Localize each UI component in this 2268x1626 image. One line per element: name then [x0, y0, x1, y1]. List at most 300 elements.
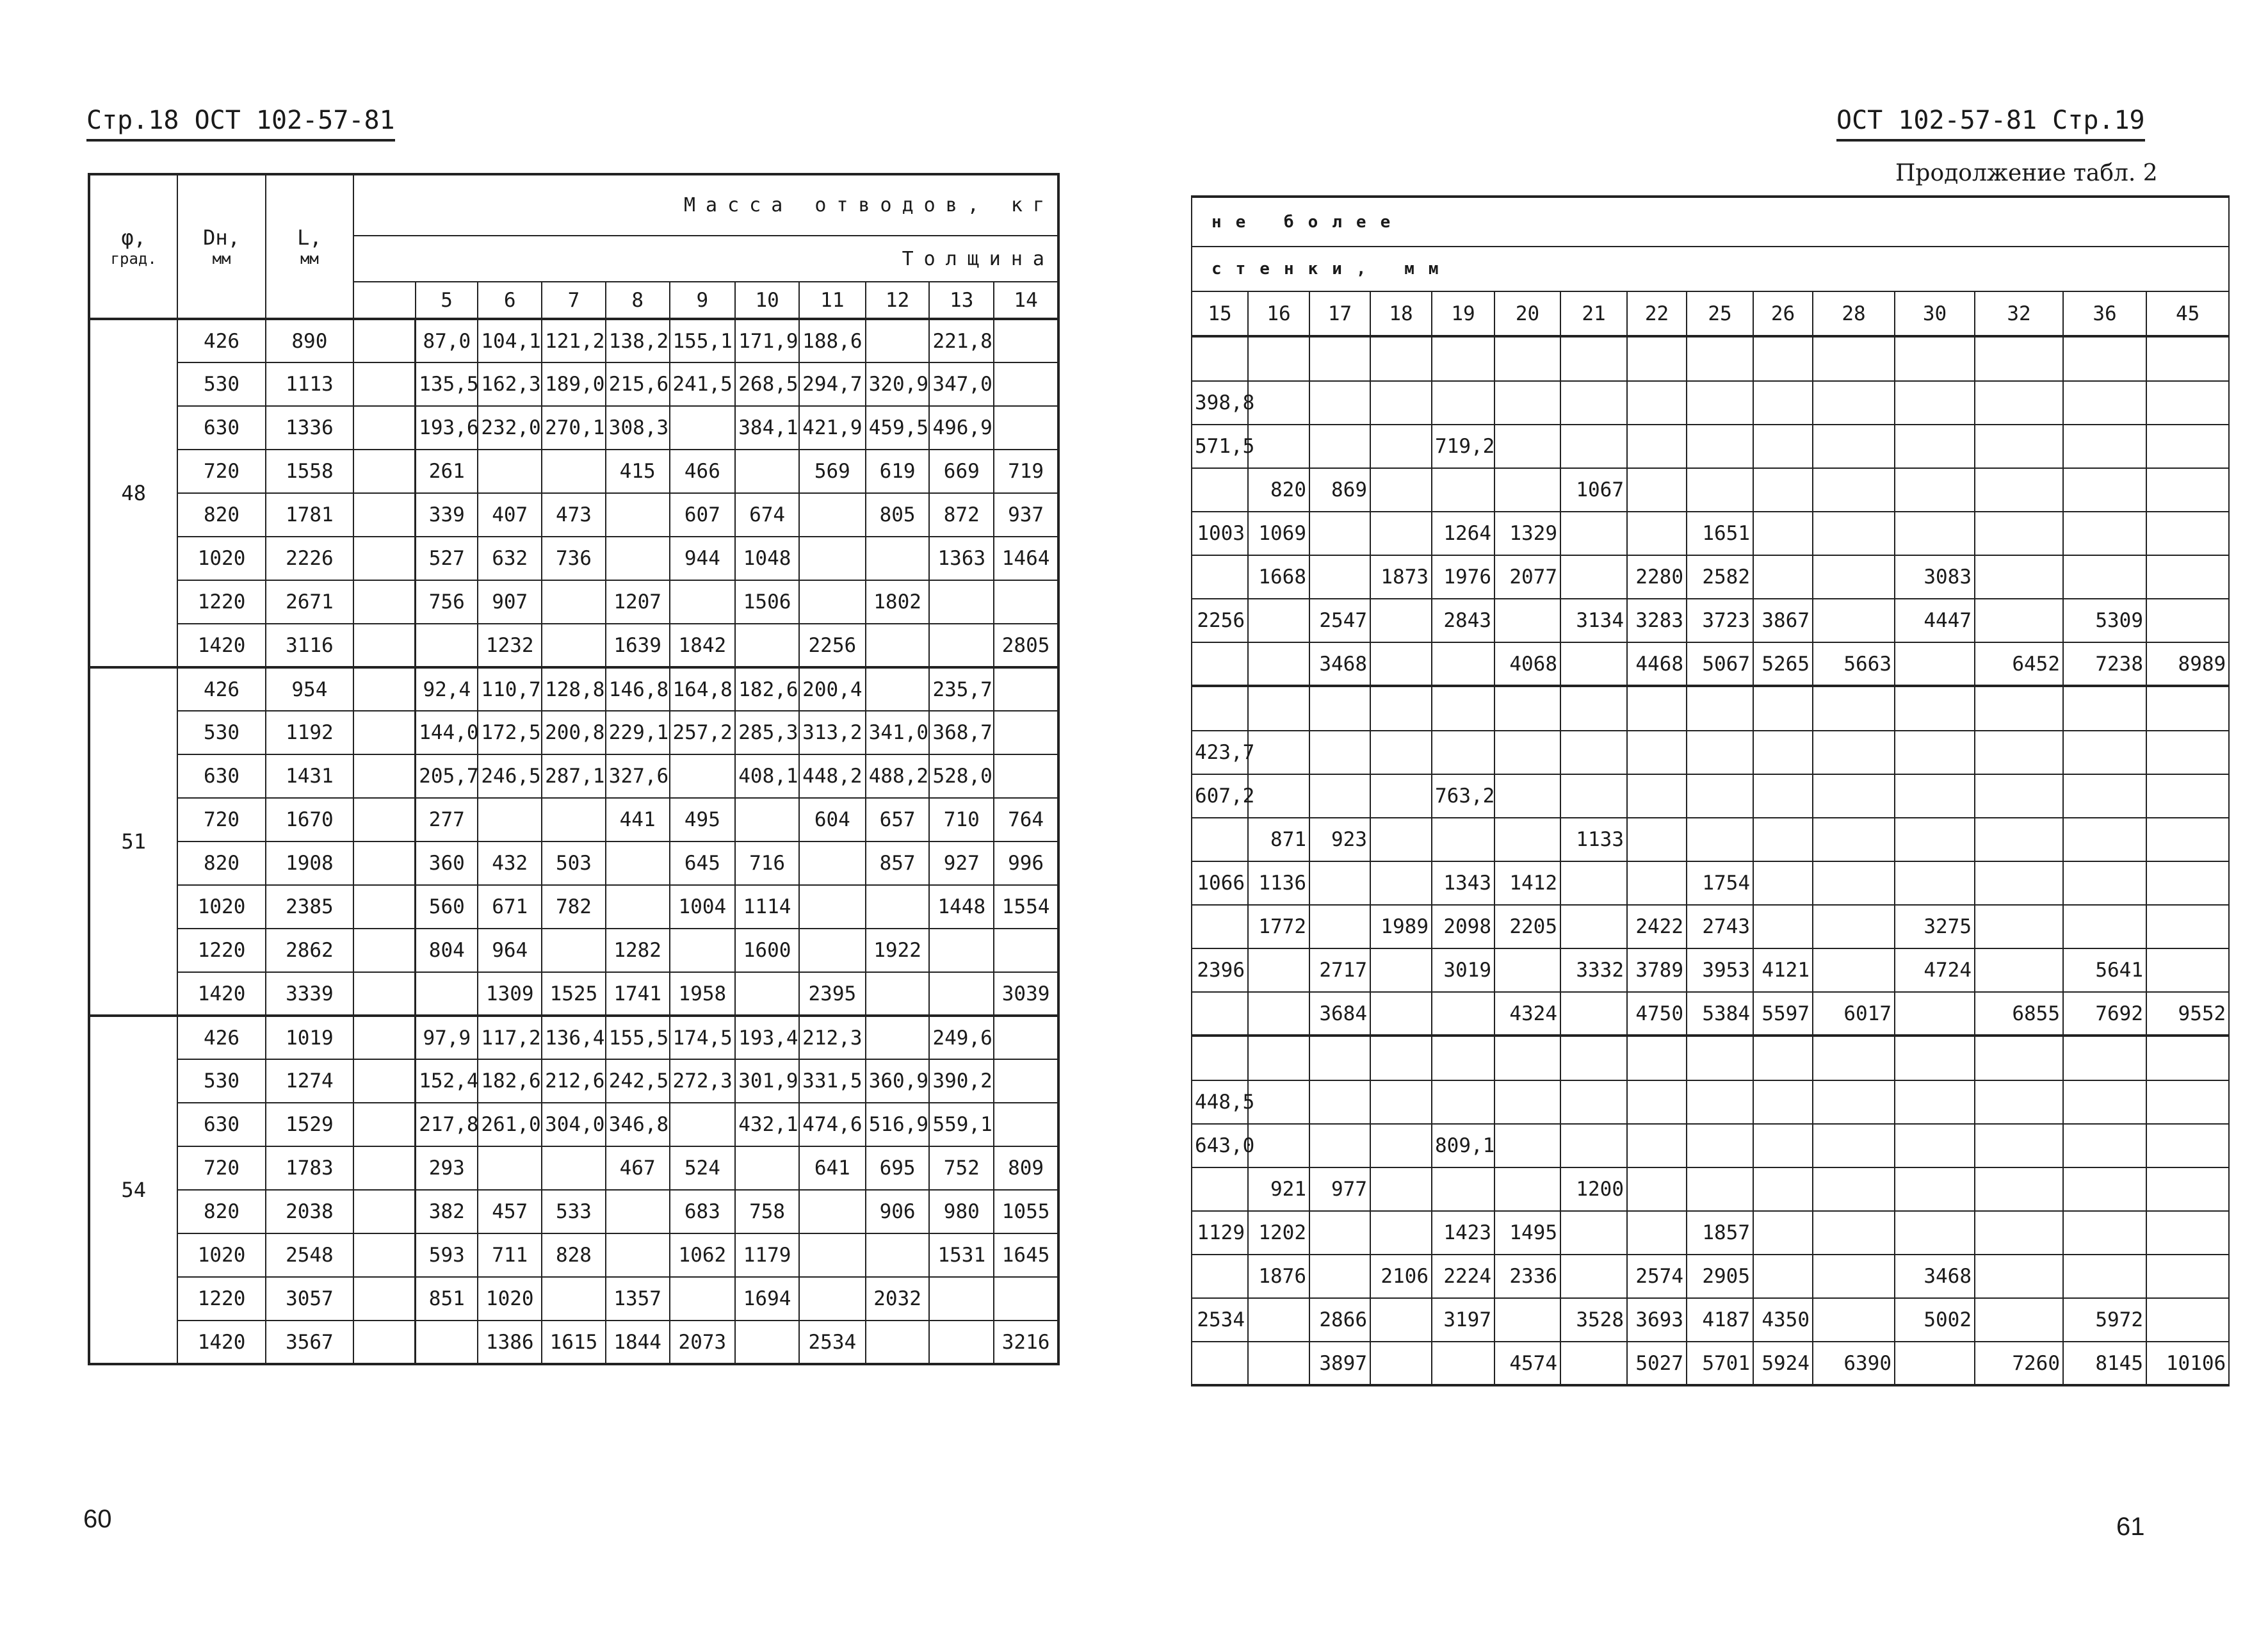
mass-cell: [1370, 512, 1432, 555]
mass-cell: [1248, 948, 1309, 992]
mass-cell: [2146, 555, 2229, 599]
mass-cell: [1560, 1080, 1627, 1124]
mass-cell: [1753, 818, 1813, 861]
mass-cell: 528,0: [929, 754, 994, 798]
mass-cell: 294,7: [799, 362, 866, 406]
mass-cell: 2717: [1309, 948, 1370, 992]
mass-cell: [994, 667, 1058, 711]
mass-cell: [1494, 774, 1560, 818]
l-value: 3057: [266, 1277, 353, 1321]
mass-cell: 1048: [735, 537, 799, 580]
right-page-header: ОСТ 102-57-81 Стр.19: [1836, 106, 2145, 142]
mass-cell: [1370, 818, 1432, 861]
mass-cell: [1494, 336, 1560, 381]
mass-cell: 415: [606, 450, 670, 493]
mass-cell: [1895, 774, 1975, 818]
mass-cell: 809,1: [1432, 1124, 1494, 1167]
mass-cell: 189,0: [542, 362, 606, 406]
mass-cell: 110,7: [478, 667, 542, 711]
mass-cell: 128,8: [542, 667, 606, 711]
mass-cell: 1741: [606, 972, 670, 1016]
mass-cell: [1494, 1080, 1560, 1124]
mass-cell: 4724: [1895, 948, 1975, 992]
mass-cell: [1192, 1255, 1248, 1298]
mass-cell: 261: [416, 450, 478, 493]
l-value: 3339: [266, 972, 353, 1016]
mass-cell: [1813, 1036, 1895, 1080]
mass-cell: 242,5: [606, 1059, 670, 1103]
mass-cell: [1813, 948, 1895, 992]
mass-cell: 1423: [1432, 1211, 1494, 1255]
table-row: [89, 319, 1058, 362]
mass-cell: 3216: [994, 1321, 1058, 1364]
mass-cell: [1753, 381, 1813, 425]
spacer-cell: [353, 798, 416, 841]
mass-cell: 1386: [478, 1321, 542, 1364]
mass-cell: [1432, 1167, 1494, 1211]
mass-cell: [1975, 1080, 2063, 1124]
mass-cell: [1753, 512, 1813, 555]
mass-cell: [1813, 381, 1895, 425]
mass-cell: 764: [994, 798, 1058, 841]
table-row: [1192, 686, 2229, 731]
mass-cell: 921: [1248, 1167, 1309, 1211]
mass-cell: [994, 362, 1058, 406]
dn-unit: мм: [212, 250, 231, 268]
mass-cell: [1494, 599, 1560, 642]
mass-table-left: [88, 173, 1060, 1365]
mass-cell: [542, 624, 606, 667]
mass-cell: 144,0: [416, 711, 478, 754]
mass-cell: 221,8: [929, 319, 994, 362]
mass-cell: 155,5: [606, 1016, 670, 1059]
mass-cell: 977: [1309, 1167, 1370, 1211]
dn-value: 426: [177, 667, 265, 711]
mass-cell: [1370, 642, 1432, 686]
mass-cell: 2032: [866, 1277, 930, 1321]
mass-cell: [799, 493, 866, 537]
mass-cell: [1432, 381, 1494, 425]
thickness-col-19: 19: [1432, 291, 1494, 336]
mass-cell: [1432, 818, 1494, 861]
mass-cell: [929, 1277, 994, 1321]
spacer-cell: [353, 711, 416, 754]
mass-cell: [1309, 1211, 1370, 1255]
mass-cell: 711: [478, 1233, 542, 1277]
phi-unit: град.: [110, 250, 157, 268]
table-row: [1192, 1298, 2229, 1342]
l-value: 1670: [266, 798, 353, 841]
mass-cell: 257,2: [670, 711, 736, 754]
l-value: 1431: [266, 754, 353, 798]
mass-cell: [1192, 905, 1248, 948]
mass-cell: [1560, 861, 1627, 905]
mass-cell: 3468: [1895, 1255, 1975, 1298]
mass-cell: [1370, 1124, 1432, 1167]
mass-cell: [1309, 1080, 1370, 1124]
mass-cell: [1370, 1167, 1432, 1211]
mass-cell: 200,4: [799, 667, 866, 711]
thickness-col-30: 30: [1895, 291, 1975, 336]
dn-value: 426: [177, 319, 265, 362]
mass-cell: 205,7: [416, 754, 478, 798]
table-row: [1192, 992, 2229, 1036]
mass-cell: 533: [542, 1190, 606, 1233]
mass-cell: [2063, 1255, 2146, 1298]
spacer-cell: [353, 1016, 416, 1059]
mass-cell: [1248, 1036, 1309, 1080]
mass-cell: 2534: [1192, 1298, 1248, 1342]
mass-cell: 683: [670, 1190, 736, 1233]
mass-cell: [542, 1277, 606, 1321]
mass-cell: 182,6: [735, 667, 799, 711]
mass-cell: 2256: [799, 624, 866, 667]
mass-cell: [1432, 731, 1494, 774]
dn-label: Dн,: [203, 225, 240, 250]
mass-cell: [1370, 1211, 1432, 1255]
mass-cell: 4350: [1753, 1298, 1813, 1342]
mass-cell: [1687, 1167, 1753, 1211]
mass-cell: [1627, 512, 1687, 555]
mass-cell: 174,5: [670, 1016, 736, 1059]
mass-cell: 3953: [1687, 948, 1753, 992]
dn-value: 820: [177, 493, 265, 537]
mass-cell: 172,5: [478, 711, 542, 754]
mass-cell: [1813, 512, 1895, 555]
mass-cell: [1370, 468, 1432, 512]
mass-cell: 421,9: [799, 406, 866, 450]
mass-cell: 5663: [1813, 642, 1895, 686]
continuation-label: Продолжение табл. 2: [1895, 160, 2158, 186]
mass-cell: 432: [478, 841, 542, 885]
mass-cell: 2805: [994, 624, 1058, 667]
mass-cell: [1813, 425, 1895, 468]
mass-cell: 327,6: [606, 754, 670, 798]
table-row: [89, 667, 1058, 711]
mass-cell: 229,1: [606, 711, 670, 754]
table-row: [89, 1321, 1058, 1364]
mass-cell: [2063, 905, 2146, 948]
mass-cell: [1560, 1036, 1627, 1080]
mass-cell: 346,8: [606, 1103, 670, 1146]
mass-cell: [1192, 686, 1248, 731]
mass-cell: 212,6: [542, 1059, 606, 1103]
mass-cell: [1627, 1080, 1687, 1124]
thickness-col-5: 5: [416, 282, 478, 319]
table-row: [1192, 555, 2229, 599]
mass-cell: [2063, 425, 2146, 468]
mass-cell: 249,6: [929, 1016, 994, 1059]
mass-cell: 1066: [1192, 861, 1248, 905]
mass-cell: 1129: [1192, 1211, 1248, 1255]
mass-cell: 524: [670, 1146, 736, 1190]
table-row: [89, 1059, 1058, 1103]
mass-cell: [1309, 555, 1370, 599]
mass-cell: [670, 1277, 736, 1321]
l-label: L,: [297, 225, 322, 250]
mass-cell: [1627, 686, 1687, 731]
mass-cell: [2063, 468, 2146, 512]
mass-cell: 657: [866, 798, 930, 841]
phi-value: 51: [89, 667, 177, 1016]
mass-cell: 4068: [1494, 642, 1560, 686]
mass-cell: [799, 841, 866, 885]
mass-cell: [799, 537, 866, 580]
mass-cell: 2224: [1432, 1255, 1494, 1298]
mass-cell: 7238: [2063, 642, 2146, 686]
mass-cell: 1412: [1494, 861, 1560, 905]
mass-cell: [1687, 686, 1753, 731]
mass-cell: 360: [416, 841, 478, 885]
mass-cell: 272,3: [670, 1059, 736, 1103]
mass-cell: [1895, 1124, 1975, 1167]
mass-cell: [416, 624, 478, 667]
table-row: [1192, 1124, 2229, 1167]
mass-cell: 3684: [1309, 992, 1370, 1036]
mass-cell: 474,6: [799, 1103, 866, 1146]
mass-cell: 5597: [1753, 992, 1813, 1036]
mass-cell: [2063, 1211, 2146, 1255]
mass-cell: [1494, 686, 1560, 731]
mass-cell: [1432, 1342, 1494, 1385]
mass-cell: [478, 450, 542, 493]
mass-cell: 117,2: [478, 1016, 542, 1059]
mass-cell: 871: [1248, 818, 1309, 861]
mass-cell: 121,2: [542, 319, 606, 362]
mass-cell: [1895, 686, 1975, 731]
mass-cell: [866, 1233, 930, 1277]
mass-cell: [1560, 512, 1627, 555]
mass-cell: 645: [670, 841, 736, 885]
mass-cell: [2063, 336, 2146, 381]
mass-cell: 1754: [1687, 861, 1753, 905]
l-value: 890: [266, 319, 353, 362]
mass-cell: [1494, 425, 1560, 468]
mass-cell: [866, 885, 930, 929]
mass-cell: 496,9: [929, 406, 994, 450]
thickness-col-45: 45: [2146, 291, 2229, 336]
left-page-number: 60: [83, 1505, 112, 1533]
thickness-col-28: 28: [1813, 291, 1895, 336]
mass-cell: 2336: [1494, 1255, 1560, 1298]
mass-cell: 320,9: [866, 362, 930, 406]
mass-cell: 2866: [1309, 1298, 1370, 1342]
mass-cell: 368,7: [929, 711, 994, 754]
spacer-cell: [353, 1146, 416, 1190]
mass-cell: 516,9: [866, 1103, 930, 1146]
mass-cell: 752: [929, 1146, 994, 1190]
mass-cell: 3693: [1627, 1298, 1687, 1342]
mass-cell: [1687, 731, 1753, 774]
mass-cell: [1813, 774, 1895, 818]
mass-cell: 716: [735, 841, 799, 885]
mass-cell: [866, 667, 930, 711]
mass-cell: 1651: [1687, 512, 1753, 555]
dn-value: 1220: [177, 1277, 265, 1321]
spacer-cell: [353, 1059, 416, 1103]
mass-cell: [735, 1146, 799, 1190]
mass-cell: 1772: [1248, 905, 1309, 948]
mass-cell: [1192, 1167, 1248, 1211]
mass-cell: [416, 1321, 478, 1364]
mass-cell: 1842: [670, 624, 736, 667]
mass-cell: [929, 972, 994, 1016]
mass-cell: [2063, 861, 2146, 905]
mass-cell: 193,6: [416, 406, 478, 450]
mass-cell: 277: [416, 798, 478, 841]
table-row: [89, 450, 1058, 493]
mass-cell: [478, 1146, 542, 1190]
mass-cell: 604: [799, 798, 866, 841]
mass-cell: 155,1: [670, 319, 736, 362]
mass-cell: [1627, 336, 1687, 381]
mass-cell: 1114: [735, 885, 799, 929]
mass-cell: 341,0: [866, 711, 930, 754]
mass-cell: 607: [670, 493, 736, 537]
mass-cell: [1432, 642, 1494, 686]
mass-cell: [1895, 425, 1975, 468]
mass-cell: 246,5: [478, 754, 542, 798]
mass-cell: 937: [994, 493, 1058, 537]
mass-cell: [1432, 686, 1494, 731]
mass-cell: [1895, 1080, 1975, 1124]
mass-cell: [1895, 336, 1975, 381]
mass-cell: [1560, 774, 1627, 818]
table-row: [1192, 1036, 2229, 1080]
mass-cell: [1753, 774, 1813, 818]
mass-cell: [1309, 905, 1370, 948]
mass-cell: 1694: [735, 1277, 799, 1321]
mass-cell: [1370, 425, 1432, 468]
thickness-col-21: 21: [1560, 291, 1627, 336]
mass-cell: [1192, 468, 1248, 512]
table-row: [89, 580, 1058, 624]
mass-cell: 1329: [1494, 512, 1560, 555]
mass-cell: 1615: [542, 1321, 606, 1364]
mass-cell: [1975, 818, 2063, 861]
mass-cell: 136,4: [542, 1016, 606, 1059]
mass-cell: 1202: [1248, 1211, 1309, 1255]
mass-cell: 5972: [2063, 1298, 2146, 1342]
thickness-col-15: 15: [1192, 291, 1248, 336]
mass-cell: 1282: [606, 929, 670, 972]
mass-cell: [1494, 1036, 1560, 1080]
dn-value: 720: [177, 1146, 265, 1190]
mass-cell: 2905: [1687, 1255, 1753, 1298]
thickness-col-36: 36: [2063, 291, 2146, 336]
mass-cell: 857: [866, 841, 930, 885]
spacer-cell: [353, 1190, 416, 1233]
mass-cell: [1895, 1211, 1975, 1255]
mass-cell: 1844: [606, 1321, 670, 1364]
mass-cell: [1192, 1036, 1248, 1080]
mass-cell: [799, 1233, 866, 1277]
table-row: [89, 1190, 1058, 1233]
mass-cell: [1753, 1211, 1813, 1255]
mass-cell: [1248, 336, 1309, 381]
mass-cell: 8989: [2146, 642, 2229, 686]
spacer-cell: [353, 841, 416, 885]
mass-cell: 669: [929, 450, 994, 493]
mass-cell: [1309, 731, 1370, 774]
mass-cell: [1370, 336, 1432, 381]
mass-cell: [1248, 774, 1309, 818]
table-row: [89, 841, 1058, 885]
mass-cell: [1627, 818, 1687, 861]
mass-cell: [2063, 512, 2146, 555]
mass-cell: 809: [994, 1146, 1058, 1190]
mass-cell: 4324: [1494, 992, 1560, 1036]
dn-value: 1220: [177, 580, 265, 624]
header-spacer: [353, 282, 416, 319]
mass-cell: 559,1: [929, 1103, 994, 1146]
mass-cell: [1432, 336, 1494, 381]
thickness-col-11: 11: [799, 282, 866, 319]
dn-value: 1420: [177, 972, 265, 1016]
spacer-cell: [353, 362, 416, 406]
mass-cell: [1627, 1211, 1687, 1255]
dn-value: 630: [177, 1103, 265, 1146]
mass-cell: [2063, 1167, 2146, 1211]
mass-cell: 907: [478, 580, 542, 624]
mass-cell: [542, 1146, 606, 1190]
mass-cell: [1975, 1298, 2063, 1342]
mass-cell: [2063, 381, 2146, 425]
l-value: 1274: [266, 1059, 353, 1103]
mass-cell: [1813, 336, 1895, 381]
mass-cell: [1975, 861, 2063, 905]
mass-cell: 4574: [1494, 1342, 1560, 1385]
mass-cell: 1958: [670, 972, 736, 1016]
mass-cell: [1895, 1167, 1975, 1211]
thickness-col-9: 9: [670, 282, 736, 319]
mass-cell: 2422: [1627, 905, 1687, 948]
spacer-cell: [353, 885, 416, 929]
thickness-col-14: 14: [994, 282, 1058, 319]
mass-cell: 304,0: [542, 1103, 606, 1146]
mass-cell: [2146, 948, 2229, 992]
mass-cell: 92,4: [416, 667, 478, 711]
mass-cell: [1687, 1124, 1753, 1167]
mass-cell: 1062: [670, 1233, 736, 1277]
mass-cell: 1873: [1370, 555, 1432, 599]
mass-cell: [606, 493, 670, 537]
mass-cell: [1753, 905, 1813, 948]
dn-value: 820: [177, 1190, 265, 1233]
mass-cell: [1687, 381, 1753, 425]
mass-cell: 1531: [929, 1233, 994, 1277]
mass-cell: [1309, 686, 1370, 731]
mass-cell: [2063, 774, 2146, 818]
spacer-cell: [353, 1103, 416, 1146]
mass-cell: 2395: [799, 972, 866, 1016]
mass-cell: 200,8: [542, 711, 606, 754]
mass-cell: [2146, 818, 2229, 861]
mass-cell: [866, 537, 930, 580]
mass-cell: 763,2: [1432, 774, 1494, 818]
mass-cell: 4468: [1627, 642, 1687, 686]
dn-value: 1220: [177, 929, 265, 972]
mass-cell: 2574: [1627, 1255, 1687, 1298]
table-row: [1192, 468, 2229, 512]
table-row: [1192, 948, 2229, 992]
mass-cell: [1753, 686, 1813, 731]
mass-cell: [1370, 1080, 1432, 1124]
mass-cell: [1813, 555, 1895, 599]
l-value: 1529: [266, 1103, 353, 1146]
mass-cell: 235,7: [929, 667, 994, 711]
table-row: [89, 1277, 1058, 1321]
